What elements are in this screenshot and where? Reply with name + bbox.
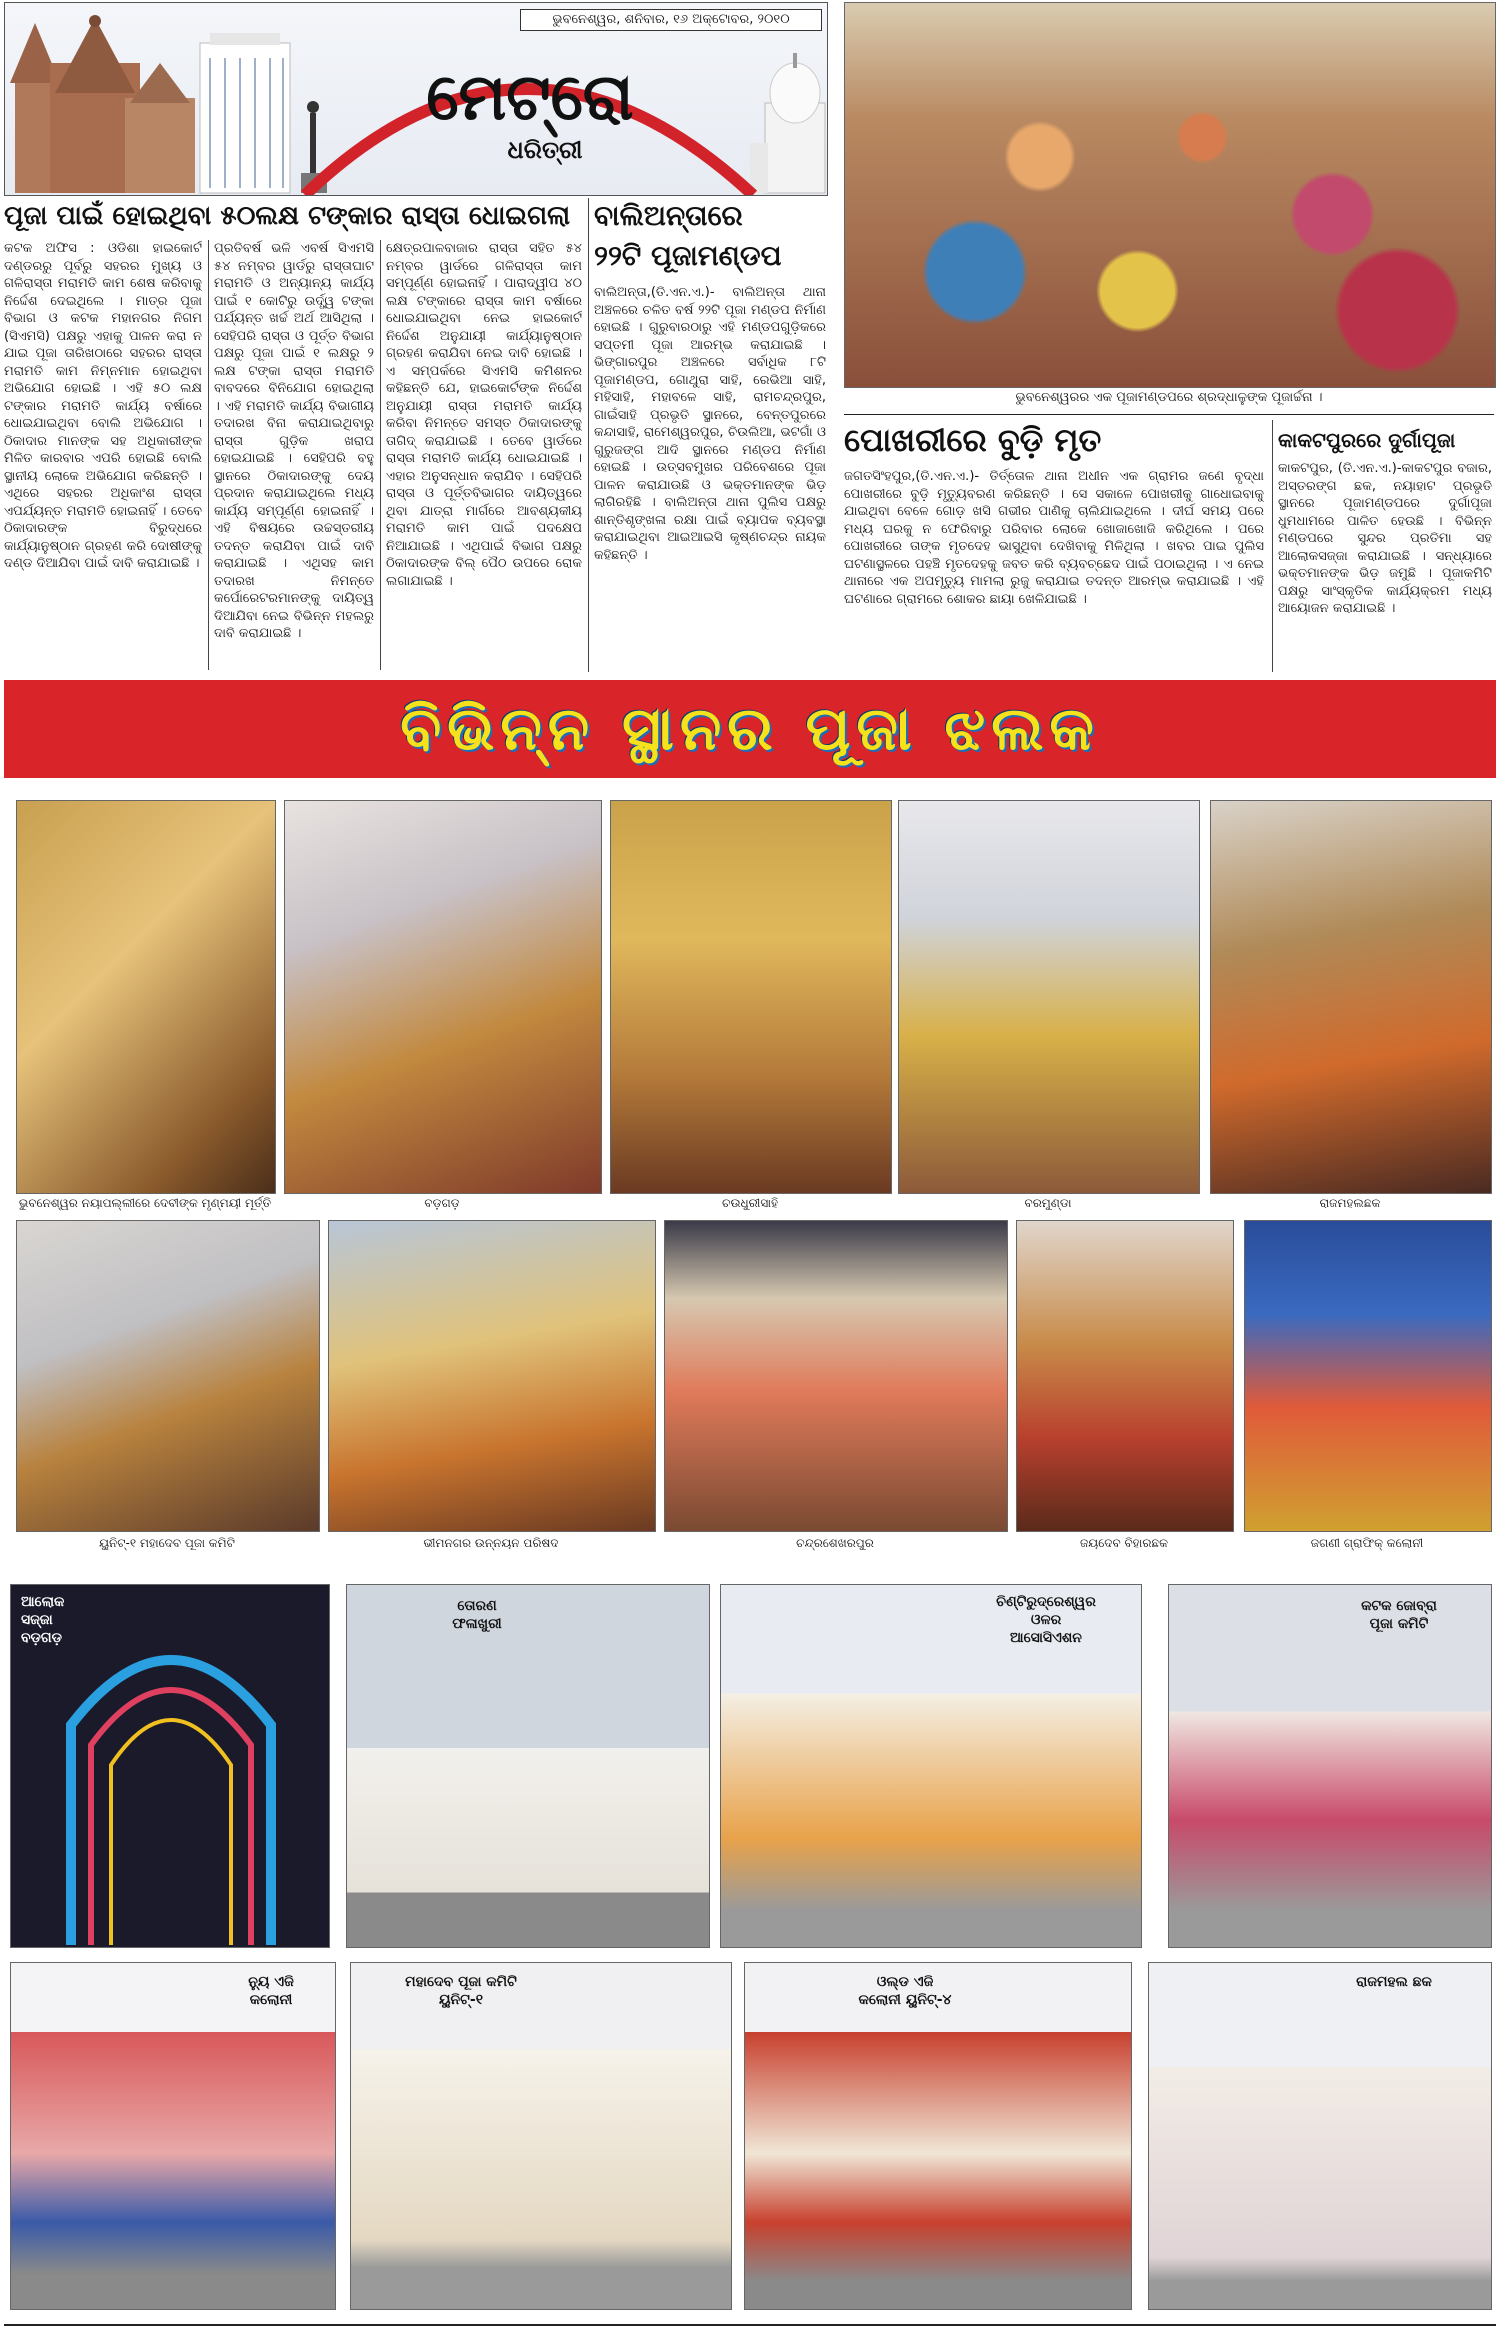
pandal-photo: [346, 1584, 710, 1948]
column-rule: [208, 240, 209, 670]
photo-caption: ରାଜମହଲଛକ: [1319, 1196, 1381, 1210]
section-banner: [4, 680, 1496, 778]
dateline: ଭୁବନେଶ୍ୱର, ଶନିବାର, ୧୬ ଅକ୍ଟୋବର, ୨୦୧୦: [520, 9, 822, 31]
idol-photo: [898, 800, 1200, 1194]
pandal-label: ଆଲୋକ ସଜ୍ଜା ବଡ଼ଗଡ଼: [21, 1594, 65, 1646]
photo-caption: ଚଉଧୁରୀସାହି: [722, 1196, 778, 1210]
column-rule: [380, 240, 381, 670]
photo-caption: ବରମୁଣ୍ଡା: [1024, 1196, 1072, 1210]
pandal-label: ତୋରଣ ଫଳାଖୁରୀ: [452, 1598, 502, 1632]
roads-column-1: କଟକ ଅଫିସ : ଓଡିଶା ହାଇକୋର୍ଟ ଦଣ୍ଡରରୁ ପୂର୍ବରୁ ସହରର ମୁଖ୍ୟ ଓ ଗଳିରାସ୍ତା ମରାମତି କାମ ଶେଷ କରିବାକୁ ନିର୍ଦ୍ଦେଶ ଦେଇଥିଲେ । ମାତ୍ର ପୂଜା ବିଭାଗ ଓ କଟକ ମହାନଗର ନିଗମ (ସିଏମସି) ପକ୍ଷରୁ ଏହାକୁ ପାଳନ କରା ନ ଯାଇ ପୂଜା ତାରିଖଠାରେ ସହରର ରାସ୍ତା ମରାମତି କାମ ନିମ୍ନମାନ ହୋଇଥିବା ଅଭିଯୋଗ ହୋଇଛି । ଏହି ୫୦ ଲକ୍ଷ ଟଙ୍କାର ମରାମତି କାର୍ଯ୍ୟ ବର୍ଷାରେ ଧୋଇଯାଇଥିବା ବୋଲି ଅଭିଯୋଗ । ଠିକାଦାର ମାନଙ୍କ ସହ ଅଧିକାରୀଙ୍କ ମିଳିତ କାରବାର ଏପରି ହୋଇଛି ବୋଲି ସ୍ଥାନୀୟ ଲୋକେ ଅଭିଯୋଗ କରିଛନ୍ତି । ଏଥିରେ ସହରର ଅଧିକାଂଶ ରାସ୍ତା ଏପର୍ଯ୍ୟନ୍ତ ମରାମତି ହୋଇନାହିଁ । ତେବେ ଠିକାଦାରଙ୍କ ବିରୁଦ୍ଧରେ କାର୍ଯ୍ୟାନୁଷ୍ଠାନ ଗ୍ରହଣ କରି ଦୋଷୀଙ୍କୁ ଦଣ୍ଡ ଦିଆଯିବା ପାଇଁ ଦାବି କରାଯାଇଛି ।: [4, 241, 202, 571]
devotees-photo: [844, 2, 1496, 388]
page-bottom-rule: [4, 2324, 1496, 2326]
idol-photo: [1210, 800, 1492, 1194]
photo-caption: ଜଗଣୀ ଗ୍ରାଫିକ୍ କଲୋନୀ: [1310, 1536, 1424, 1550]
separator: [844, 414, 1494, 415]
pandal-label: ଚିଣ୍ଟିରୁଦ୍ରେଶ୍ୱର ଓଳର ଆସୋସିଏଶନ: [996, 1594, 1096, 1646]
photo-caption: ଚନ୍ଦ୍ରଶେଖରପୁର: [796, 1536, 874, 1550]
idol-photo: [664, 1220, 1008, 1532]
roads-column-3: କ୍ଷେତ୍ରପାଳବାଜାର ରାସ୍ତା ସହିତ ୫୪ ନମ୍ବର ୱାର୍ଡରେ ଗଳିରାସ୍ତା କାମ ସମ୍ପୂର୍ଣ୍ଣ ହୋଇନାହିଁ । ପାରାଦ୍ୱୀପ ୪୦ ଲକ୍ଷ ଟଙ୍କାରେ ରାସ୍ତା କାମ ବର୍ଷାରେ ଧୋଇଯାଇଥିବା ନେଇ ହାଇକୋର୍ଟ ନିର୍ଦ୍ଦେଶ ଅନୁଯାୟୀ କାର୍ଯ୍ୟାନୁଷ୍ଠାନ ଗ୍ରହଣ କରାଯିବା ନେଇ ଦାବି ହୋଇଛି । ଏ ସମ୍ପର୍କରେ ସିଏମସି କମିଶନର କହିଛନ୍ତି ଯେ, ହାଇକୋର୍ଟଙ୍କ ନିର୍ଦ୍ଦେଶ ଅନୁଯାୟୀ ରାସ୍ତା ମରାମତି କାର୍ଯ୍ୟ କରିବା ନିମନ୍ତେ ସମସ୍ତ ଠିକାଦାରଙ୍କୁ ତାଗିଦ୍ କରାଯାଇଛି । ତେବେ ୱାର୍ଡରେ ରାସ୍ତା ମରାମତି କାର୍ଯ୍ୟ ଧୋଇଯାଇଛି । ଏହାର ଅନୁସନ୍ଧାନ କରାଯିବ । ସେହିପରି ରାସ୍ତା ଓ ପୂର୍ତ୍ତବିଭାଗର ଦାୟିତ୍ୱରେ ଥିବା ଯାତ୍ରା ମାର୍ଗରେ ଆବଶ୍ୟକୀୟ ମରାମତି କାମ ପାଇଁ ପଦକ୍ଷେପ ନିଆଯାଇଛି । ଏଥିପାଇଁ ବିଭାଗ ପକ୍ଷରୁ ଠିକାଦାରଙ୍କ ବିଲ୍ ପୈଠ ଉପରେ ରୋକ ଲଗାଯାଇଛି ।: [386, 241, 582, 589]
idol-photo: [610, 800, 892, 1194]
pandal-photo: [744, 1962, 1132, 2310]
pandal-label: ନ୍ୟୁ ଏଜି କଲୋନୀ: [248, 1974, 294, 2008]
idol-photo: [328, 1220, 656, 1532]
devotees-photo-caption: ଭୁବନେଶ୍ୱରର ଏକ ପୂଜାମଣ୍ଡପରେ ଶ୍ରଦ୍ଧାଳୁଙ୍କ ପୂଜାର୍ଚ୍ଚନା ।: [1015, 390, 1323, 405]
pandal-photo: [1148, 1962, 1492, 2310]
balianta-body: ବାଲିଅନ୍ତା,(ତି.ଏନ.ଏ.)- ବାଲିଅନ୍ତା ଥାନା ଅଞ୍ଚଳରେ ଚଳିତ ବର୍ଷ ୨୨ଟି ପୂଜା ମଣ୍ଡପ ନିର୍ମାଣ ହୋଇଛି । ଗୁରୁବାରଠାରୁ ଏହି ମଣ୍ଡପଗୁଡ଼ିକରେ ସପ୍ତମୀ ପୂଜା ଆରମ୍ଭ କରାଯାଇଛି । ଭିଙ୍ଗାରପୁର ଅଞ୍ଚଳରେ ସର୍ବାଧିକ ୮ଟି ପୂଜାମଣ୍ଡପ, ଗୋଥୁରା ସାହି, ରେଭିଆ ସାହି, ମହିସାହି, ମହାବଳେ ସାହି, ରାମଚନ୍ଦ୍ରପୁର, ଗାଇଁସାହି ପ୍ରଭୃତି ସ୍ଥାନରେ, ବେନ୍ତପୁରରେ କନ୍ଦାସାହି, ରାମେଶ୍ୱରପୁର, ଚିଉଲିଆ, ଭଟଗାଁ ଓ ଗୁରୁଜଙ୍ଗ ଆଦି ସ୍ଥାନରେ ମଣ୍ଡପ ନିର୍ମାଣ ହୋଇଛି । ଉତ୍ସବମୁଖର ପରିବେଶରେ ପୂଜା ପାଳନ କରାଯାଉଛି ଓ ଭକ୍ତମାନଙ୍କ ଭିଡ଼ ଲାଗିରହିଛି । ବାଲିଅନ୍ତା ଥାନା ପୁଲିସ ପକ୍ଷରୁ ଶାନ୍ତିଶୃଙ୍ଖଳା ରକ୍ଷା ପାଇଁ ବ୍ୟାପକ ବ୍ୟବସ୍ଥା କରାଯାଇଥିବା ଆଇଆଇସି କୃଷ୍ଣଚନ୍ଦ୍ର ନାୟକ କହିଛନ୍ତି ।: [594, 285, 826, 563]
section-banner-title: ବିଭିନ୍ନ ସ୍ଥାନର ପୂଜା ଝଲକ: [400, 694, 1100, 764]
column-rule: [1272, 420, 1273, 672]
pandal-photo: [10, 1584, 330, 1948]
pandal-label: କଟକ ଜୋବ୍ରା ପୂଜା କମିଟି: [1361, 1598, 1437, 1632]
photo-caption: ଭୁବନେଶ୍ୱର ନୟାପଲ୍ଲୀରେ ଦେବୀଙ୍କ ମୃଣ୍ମୟୀ ମୂର୍ତ୍ତି: [18, 1196, 272, 1210]
photo-caption: ୟୁନିଟ୍-୧ ମହାଦେବ ପୂଜା କମିଟି: [99, 1536, 235, 1550]
kakatpur-headline: କାକଟପୁରରେ ଦୁର୍ଗାପୂଜା: [1278, 428, 1456, 452]
masthead-subtitle: ଧରିତ୍ରୀ: [507, 136, 583, 164]
pandal-photo: [350, 1962, 732, 2310]
masthead-title: ମେଟ୍ରୋ: [426, 60, 634, 135]
pandal-label: ମହାଦେବ ପୂଜା କମିଟି ୟୁନିଟ୍-୧: [405, 1974, 517, 2008]
roads-headline: ପୂଜା ପାଇଁ ହୋଇଥିବା ୫୦ଲକ୍ଷ ଟଙ୍କାର ରାସ୍ତା ଧୋଇଗଲା: [4, 201, 571, 231]
idol-photo: [1016, 1220, 1234, 1532]
idol-photo: [16, 800, 276, 1194]
pandal-label: ଓଲ୍ଡ ଏଜି କଲୋନୀ ୟୁନିଟ୍-୪: [858, 1974, 952, 2008]
kakatpur-body: କାକଟପୁର, (ତି.ଏନ.ଏ.)-କାକଟପୁର ବଜାର, ଅସ୍ତରଙ୍ଗ ଛକ, ନୟାହାଟ ପ୍ରଭୃତି ସ୍ଥାନରେ ପୂଜାମଣ୍ଡପରେ ଦୁର୍ଗାପୂଜା ଧୁମଧାମରେ ପାଳିତ ହେଉଛି । ବିଭିନ୍ନ ମଣ୍ଡପରେ ସୁନ୍ଦର ପ୍ରତିମା ସହ ଆଲୋକସଜ୍ଜା କରାଯାଇଛି । ସନ୍ଧ୍ୟାରେ ଭକ୍ତମାନଙ୍କ ଭିଡ଼ ଜମୁଛି । ପୂଜାକମିଟି ପକ୍ଷରୁ ସାଂସ୍କୃତିକ କାର୍ଯ୍ୟକ୍ରମ ମଧ୍ୟ ଆୟୋଜନ କରାଯାଇଛି ।: [1278, 461, 1492, 616]
column-rule: [588, 198, 589, 672]
balianta-headline-line1: ବାଲିଅନ୍ତାରେ: [594, 199, 743, 232]
pandal-photo: [720, 1584, 1142, 1948]
pokhari-body: ଜଗତସିଂହପୁର,(ତି.ଏନ.ଏ.)- ତିର୍ତ୍ତୋଳ ଥାନା ଅଧୀନ ଏକ ଗ୍ରାମର ଜଣେ ବୃଦ୍ଧା ପୋଖରୀରେ ବୁଡ଼ି ମୃତ୍ୟୁବରଣ କରିଛନ୍ତି । ସେ ସକାଳେ ପୋଖରୀକୁ ଗାଧୋଇବାକୁ ଯାଇଥିବା ବେଳେ ଗୋଡ଼ ଖସି ଗଭୀର ପାଣିକୁ ଚାଲିଯାଇଥିଲେ । ଦୀର୍ଘ ସମୟ ପରେ ମଧ୍ୟ ଘରକୁ ନ ଫେରିବାରୁ ପରିବାର ଲୋକେ ଖୋଜାଖୋଜି କରିଥିଲେ । ପରେ ପୋଖରୀରେ ତାଙ୍କ ମୃତଦେହ ଭାସୁଥିବା ଦେଖିବାକୁ ମିଳିଥିଲା । ଖବର ପାଇ ପୁଲିସ ଘଟଣାସ୍ଥଳରେ ପହଞ୍ଚି ମୃତଦେହକୁ ଜବତ କରି ବ୍ୟବଚ୍ଛେଦ ପାଇଁ ପଠାଇଥିଲା । ଏ ନେଇ ଥାନାରେ ଏକ ଅପମୃତ୍ୟୁ ମାମଲା ରୁଜୁ କରାଯାଇ ତଦନ୍ତ ଆରମ୍ଭ କରାଯାଇଛି । ଏହି ଘଟଣାରେ ଗ୍ରାମରେ ଶୋକର ଛାୟା ଖେଳିଯାଇଛି ।: [844, 469, 1264, 607]
pandal-photo: [10, 1962, 336, 2310]
photo-caption: ବଡ଼ଗଡ଼: [424, 1196, 460, 1210]
idol-photo: [284, 800, 602, 1194]
masthead: [4, 2, 828, 196]
pandal-label: ରାଜମହଲ ଛକ: [1356, 1974, 1432, 1990]
idol-photo: [16, 1220, 320, 1532]
photo-caption: ଭୀମନଗର ଉନ୍ନୟନ ପରିଷଦ: [423, 1536, 559, 1550]
idol-photo: [1244, 1220, 1492, 1532]
balianta-headline-line2: ୨୨ଟି ପୂଜାମଣ୍ଡପ: [594, 239, 782, 272]
photo-caption: ଜୟଦେବ ବିହାରଛକ: [1080, 1536, 1168, 1550]
pandal-photo: [1168, 1584, 1492, 1948]
roads-column-2: ପ୍ରତିବର୍ଷ ଭଳି ଏବର୍ଷ ସିଏମସି ୫୪ ନମ୍ବର ୱାର୍ଡରୁ ରାସ୍ତାଘାଟ ମରାମତି ଓ ଅନ୍ୟାନ୍ୟ କାର୍ଯ୍ୟ ପାଇଁ ୧ କୋଟିରୁ ଉର୍ଦ୍ଧ୍ୱ ଟଙ୍କା ପର୍ଯ୍ୟନ୍ତ ଖର୍ଚ୍ଚ ଅର୍ଥ ଆସିଥିଲା । ସେହିପରି ରାସ୍ତା ଓ ପୂର୍ତ୍ତ ବିଭାଗ ପକ୍ଷରୁ ପୂଜା ପାଇଁ ୧ ଲକ୍ଷରୁ ୨ ଲକ୍ଷ ଟଙ୍କା ରାସ୍ତା ମରାମତି ବାବଦରେ ବିନିଯୋଗ ହୋଇଥିଲା । ଏହି ମରାମତି କାର୍ଯ୍ୟ ବିଭାଗୀୟ ତଦାରଖ ବିନା କରାଯାଇଥିବାରୁ ରାସ୍ତା ଗୁଡ଼ିକ ଖରାପ ହୋଇଯାଇଛି । ସେହିପରି ବହୁ ସ୍ଥାନରେ ଠିକାଦାରଙ୍କୁ ଦେୟ ପ୍ରଦାନ କରାଯାଇଥିଲେ ମଧ୍ୟ କାର୍ଯ୍ୟ ସମ୍ପୂର୍ଣ୍ଣ ହୋଇନାହିଁ । ଏହି ବିଷୟରେ ଉଚ୍ଚସ୍ତରୀୟ ତଦନ୍ତ କରାଯିବା ପାଇଁ ଦାବି କରାଯାଇଛି । ଏଥିସହ କାମ ତଦାରଖ ନିମନ୍ତେ କର୍ପୋରେଟରମାନଙ୍କୁ ଦାୟିତ୍ୱ ଦିଆଯିବା ନେଇ ବିଭିନ୍ନ ମହଲରୁ ଦାବି କରାଯାଇଛି ।: [214, 241, 374, 641]
pokhari-headline: ପୋଖରୀରେ ବୁଡ଼ି ମୃତ: [844, 421, 1102, 459]
